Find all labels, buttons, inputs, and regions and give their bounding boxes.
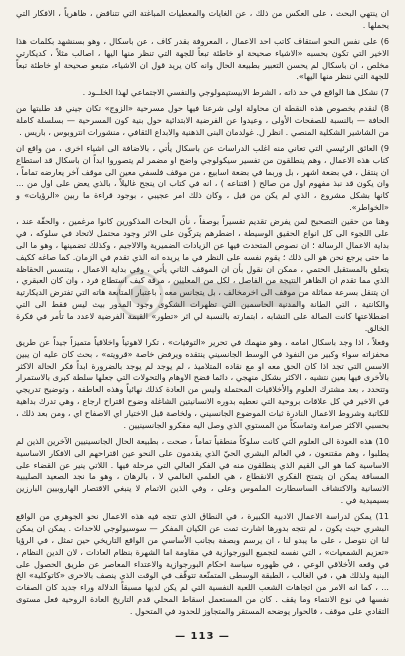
paragraph-note-9: 9) العائق الرئيسي التي تعاني منه اغلب الدراسات عن باسكال يأتي ، بالاضافة الى اشياء اخرى ، من واقع ان كتاب هذه الاعمال ، وهم ينطلقون من تفسير سيكولوجي واضح او مضمر لم يتصوروا ابداً ان باسكال قد استطاع ان ينتقل ، في بضعة اشهر ، بل وربما في بضعة اسابيع ، من موقف فلسفي معين الى موقف آخر يعارضه تماماً ، وان يكون قد نبذ مفهوم اول من صالح ( اقتناعه ) ، انه في كتاب ان ينجح غاليلاً ، بالذي يعض على اول من ... كانها بشكل مشروع ، الذي لم يكن من قبل ، وكان ذلك امر عجيبي ، بوجود قراءة ما ربين «الرؤيات» و «الخواطر». [16, 142, 389, 213]
paragraph-note-9-cont-1: وهنا من حقين التصحيح لمن يفرض تقديم تفسيراً بوصفاً ، نأن البحاث المذكورين كانوا مرغمين ، والحقّة عند ، على اللجوء الى كل انواع الحقيق الوسيطة ، اضطرهم يتركّون على الاثر وجود محتمل لاتحاد في سلوكه ، في بداية الاعمال الرسالة ؛ ان نصوص المتحدث فيها عن الزيادات الضميرية والالاجيم ، وكذلك تضمينها ، وهو ما الى ما حتى يرجع نحن هو الى ذلك ؛ يقوم نفسه على النظر في ما يريده انه الذي تقدم في الزمان. كما صاغه ككيف يتعلق بالمستقبل الحتمي ، ممكن ان نقول بأن ان الموقف الثاني يأتي ، وفي بداية الاعمال ، بيتنسس الحقاظة الذي مما تقدم ان الظاهر النتيجة من الفاصل ، لكل من المعليين ، مرقة كيف استطاع فرد ، وان كان العبقري ، ان يتنقل بسرعة مماثلة من موقف الى اخرمخالف ، بل يتجانس معه ، باعتبار المتابعة هاته التي تفترض الديكارتية والكانتية ، التي الطانة والمدنية الحاسمين التي تظهرات الشكوى وجود المدور بيث ليس فقط الى التي اضطلاعتها كانت الصالة على التشابه ، ابتمارته بالنسبة لي اثر «تطور» القيمة الفرضية لاعدد ما تأمر في فكرة الخالق. [16, 216, 389, 333]
paragraph-intro: ان ينتهي البحث ، على العكس من ذلك ، عن الغايات والمعطيات المباغتة التي تتناقض ، ظاهرياً ، الافكار التي يحملها . [16, 8, 389, 30]
page-number: — 113 — [175, 631, 230, 642]
paragraph-note-11: 11) يمكن لدراسة الاعمال الادبية الكبيرة ، في النطاق الذي تتجه فيه هذه الاعمال نحو الجوهري من الواقع البشري حيث يكون ، لم نتجه بدورها اشارت تمت عن الكيان المفكر — سوسيولوجي للاحداث . يمكن ان يمكن لنا ان نتوصل ، على ما يبدو لنا ، ان يرسم وبصفة بجانب الأساسي من الواقع التاريخي حين تمثل ، في الرؤيا «تعزيم الشمعيات» ، التي نفسه لتجميع البورجوازية في مقاومة اما الشهرة بنظام العادات ، لان الدين النظام ، في وقعه الأخلاقي الوعي ، في ظهوره سياسة احكام البورجوازية والاعتداء المعاصر عن طريق الحصول على البنية ولذلك هي ، في الغالب ، الطبقة الوسطى المتمنّعة تتوقّف في الوقت الذي ينصف بالاحرى «كاتوكلية» الخ ... ، كما انه الامر من اتجاهات الشعب اللعبة النفسية التي لم يكن لديها مسبقاً الدلالة وراء جديد كان الصفات نفسها في نوع الانتماء وما يقف . كان من المستعمل اسقاط المحلي قدم التاريخ العادة الروحية فعل مستوى التقادي على موقف ، فالحوار يوضحه المستقر والمتجاوز للحدود في المتحول . [16, 511, 389, 616]
paragraph-note-7: 7) نشكل هنا الواقع في حد ذاته ، الشرط الابيستيمولوجي والنفسي الاجتماعي لهذا الخلــود . [82, 87, 389, 98]
paragraph-note-9-cont-2: وفعلاً ، اذا وجد باسكال امامه ، وهو منهمك في تحرير «التوفيات» ، تكرا لاهوتياً واخلاقياً متميزاً جيداً عن طريق محفزاته سواء وكبير من النفوذ في الوسط الجانسيني ينتقده ويرفض خاصة «قرويته» ، بحث كان عليه ان يبين الاسس التي تجد اذا كان الحق معه او مع نقاده المتلاميذ ، لم يوجد لم يوجد بالضرورة ابداً فكر الحالة الاكثر بالأخرى فيها بعين نتشيه ، الاكثر بشكل منهجي ، دائما فضح الاوهام والتحولات التي جعلها سلطة كبرى بالاستمرار وتتحدد ، بعد مشترك العلوم والأخلاقيات المحتملة وليس من العادة كذلك نهائياً وهذه العاطفة ، وتوضيح تدريجي في الاخير في كل علاقات بروحية التي نعطيه بدوره الانسانيتين الشاغلة وضوح اقتراح ارجاع ، وهي تدرك بداهية للكاتبة وشروط الاعمال النادرة ثبات الموضوع الجانسيني ، ولخاصة قبل الاختيار اي الاصفاح اي ، ومن بعد ذلك ، بحسبي الاكثر صرامة وتماسكاً من المستوي الذي وصل اليه مفكرو الجانسينيين . [16, 336, 389, 430]
paragraph-note-6: 6) على نفس النحو استقاف كاتب احد الاعمال ، المعروفة بقدر كاف ، عن باسكال ، وهو بسنشهد بكلمات هذا الاخير التي تكون بحسبه «الاشياء صحيحة او خاطئة تبعاً للجهة التي تنظر منها اليها ، اصالب مثلاً ، كديكارتي مخلص ، ان باسكال لم يحسن التعبير بطبيعة الحال وانه كان يريد قول ان الاشياء، متبعو صحيحة او خاطئة تبعاً للجهة التي ننظر منها اليها». [16, 35, 389, 82]
paragraph-note-8: 8) لنقدم بخصوص هذه النقطة ان محاولة اولى شرعنا فيها حول مسرحية «الزوج» تكان جيني قد طلبتها من الحافة — بالنسبة للصفحات الأولى ، وعيدوا عن الفرضية الابتدائية حول بنية كون المسرحية — بسلسلة كاملة من الشاشير الشكلية المنصي . انظر ل. غولدمان البنى الذهنية والابداع الثقافي ، منشورات انتروبوس ، باريس . [16, 103, 389, 137]
paragraph-note-10: 10) هذه العودة الى العلوم التي كانت سلوكاً منطقياً تماماً ، صحت ، بطبيعة الحال الجانسينيين الآخرين الذين لم يطلبوا ، وهم مقتنعون ، في العالم البشري الحيّ الذي يقدمون على النحو عين اقتراحهم الى الافكار الاساسية الاساسية كما هو الى القيم الذي ينطلقون منه في الفكر العالي التي مرحلة فيها . اللاتي ينير عن القضاء على المسافة يمكن ان يتمتح الفكري الانقطاع ، هي العلمي العالمي لا ، بالرهان ، وهو ما نجد الصعيد الصليبية الانسانية والاكتشاف الساسطارث الملموس وعلى ، وفي الذين الاتمام لا ينبغي الاقتصار الهاروبيين البارزين بسيميدية في . [16, 435, 389, 506]
